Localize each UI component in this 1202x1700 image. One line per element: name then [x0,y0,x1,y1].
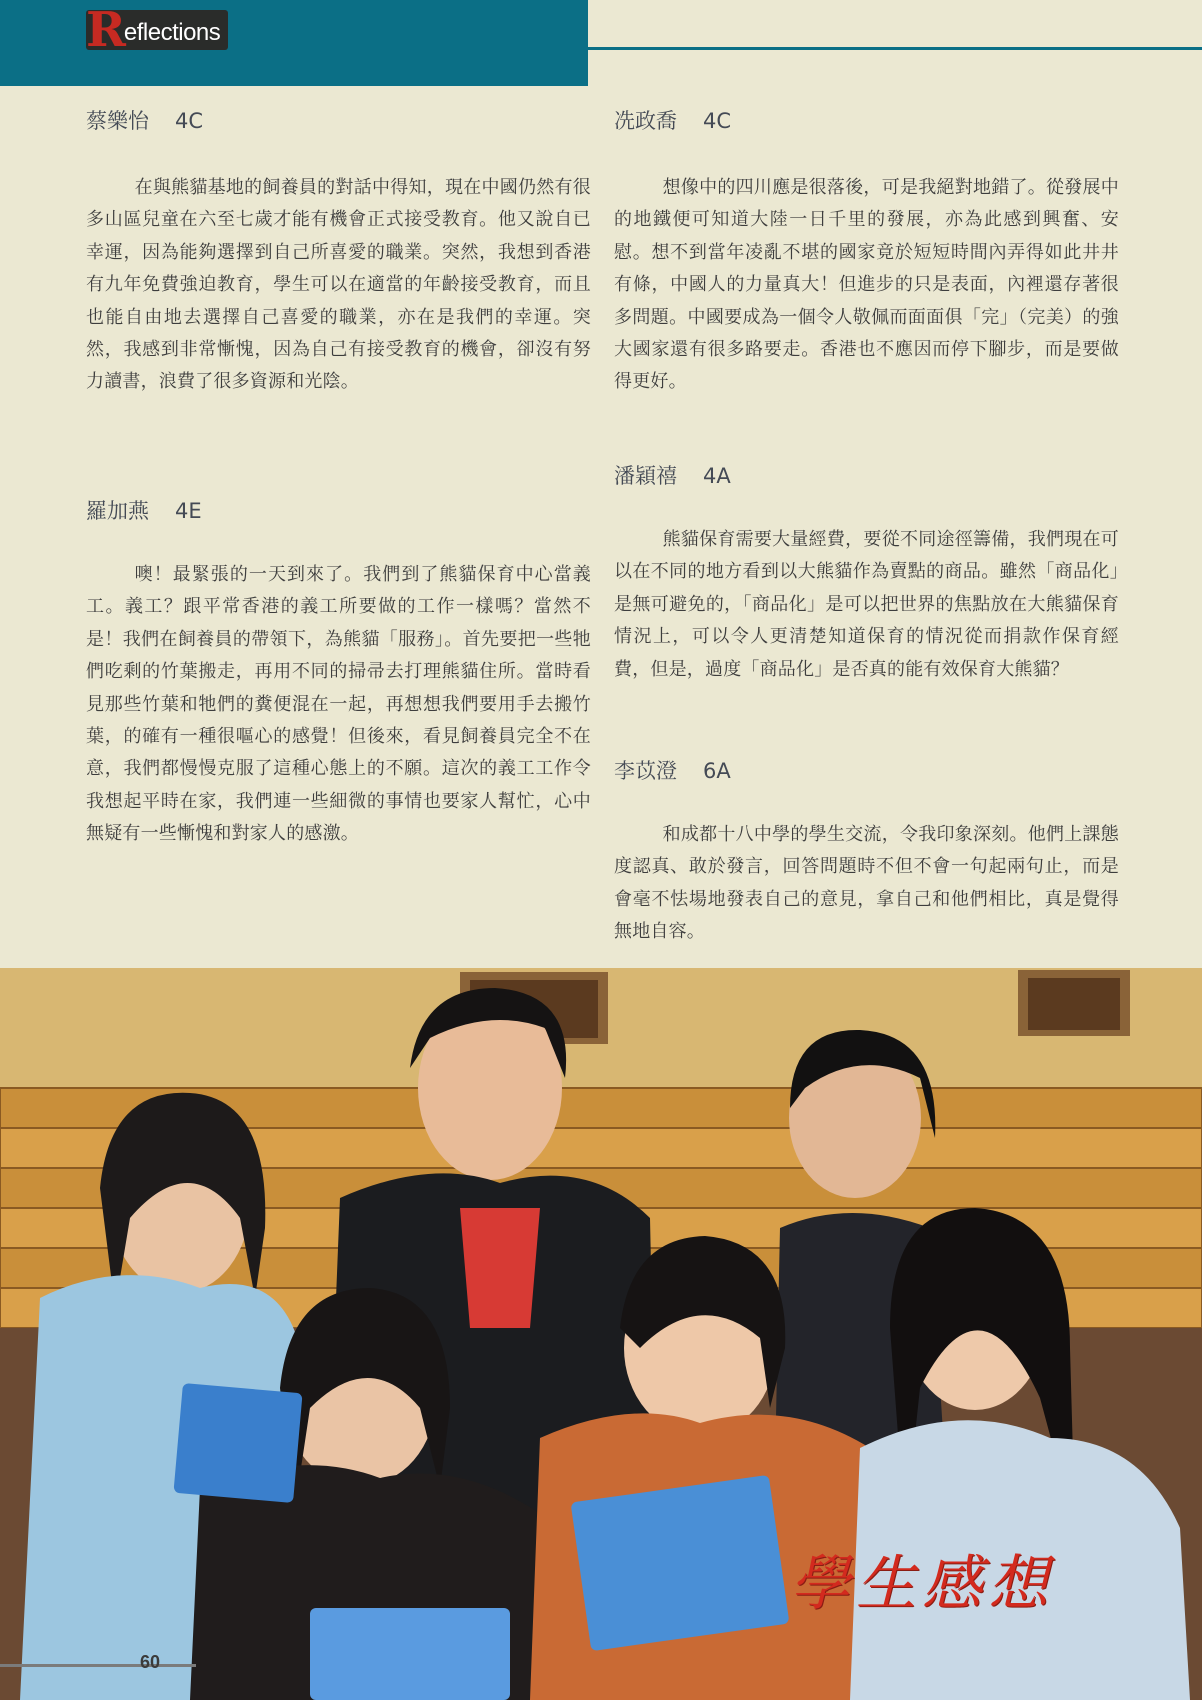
student-name: 羅加燕 [86,499,149,523]
entry-heading [614,462,1119,490]
reflection-entry [614,757,1119,949]
page-number-rule [0,1664,196,1667]
entry-heading [86,107,591,135]
student-class: 4E [175,499,202,523]
reflection-entry [614,107,1119,399]
student-name: 蔡樂怡 [86,109,149,133]
photo-caption: 學生感想 [790,1549,1054,1619]
header-rule [588,47,1202,50]
entry-text: 和成都十八中學的學生交流，令我印象深刻。他們上課態度認真、敢於發言，回答問題時不但不會一句起兩句止，而是會毫不怯場地發表自己的意見，拿自己和他們相比，真是覺得無地自容。 [614,824,1119,943]
student-class: 4A [703,464,731,488]
logo-initial: R [86,10,122,50]
entry-text: 在與熊貓基地的飼養員的對話中得知，現在中國仍然有很多山區兒童在六至七歲才能有機會正式接受教育。他又說自已幸運，因為能夠選擇到自己所喜愛的職業。突然，我想到香港有九年免費強迫教育，學生可以在適當的年齡接受教育，而且也能自由地去選擇自己喜愛的職業，亦在是我們的幸運。突然，我感到非常慚愧，因為自己有接受教育的機會，卻沒有努力讀書，浪費了很多資源和光陰。 [86,177,591,393]
student-class: 4C [175,109,204,133]
entry-heading [86,497,591,525]
student-name: 李苡澄 [614,759,677,783]
page-number: 60 [140,1652,161,1672]
entry-text: 噢！最緊張的一天到來了。我們到了熊貓保育中心當義工。義工？跟平常香港的義工所要做的工作一樣嗎？當然不是！我們在飼養員的帶領下，為熊貓「服務」。首先要把一些牠們吃剩的竹葉搬走，再用不同的掃帚去打理熊貓住所。當時看見那些竹葉和牠們的糞便混在一起，再想想我們要用手去搬竹葉，的確有一種很嘔心的感覺！但後來，看見飼養員完全不在意，我們都慢慢克服了這種心態上的不願。這次的義工工作令我想起平時在家，我們連一些細微的事情也要家人幫忙，心中無疑有一些慚愧和對家人的感激。 [86,564,591,845]
student-class: 6A [703,759,731,783]
reflection-entry [86,107,591,399]
student-name: 潘穎禧 [614,464,677,488]
entry-text: 熊貓保育需要大量經費，要從不同途徑籌備，我們現在可以在不同的地方看到以大熊貓作為賣點的商品。雖然「商品化」是無可避免的，「商品化」是可以把世界的焦點放在大熊貓保育情況上，可以令人更清楚知道保育的情況從而捐款作保育經費，但是，過度「商品化」是否真的能有效保育大熊貓？ [614,529,1119,680]
entry-text: 想像中的四川應是很落後，可是我絕對地錯了。從發展中的地鐵便可知道大陸一日千里的發展，亦為此感到興奮、安慰。想不到當年凌亂不堪的國家竟於短短時間內弄得如此井井有條，中國人的力量真大！但進步的只是表面，內裡還存著很多問題。中國要成為一個令人敬佩而面面俱「完」（完美）的強大國家還有很多路要走。香港也不應因而停下腳步，而是要做得更好。 [614,177,1119,393]
reflection-entry [86,497,591,851]
student-class: 4C [703,109,732,133]
student-name: 冼政喬 [614,109,677,133]
entry-heading [614,757,1119,785]
logo-text: eflections [123,19,221,46]
entry-heading [614,107,1119,135]
reflection-entry [614,462,1119,686]
reflections-logo [86,10,228,50]
